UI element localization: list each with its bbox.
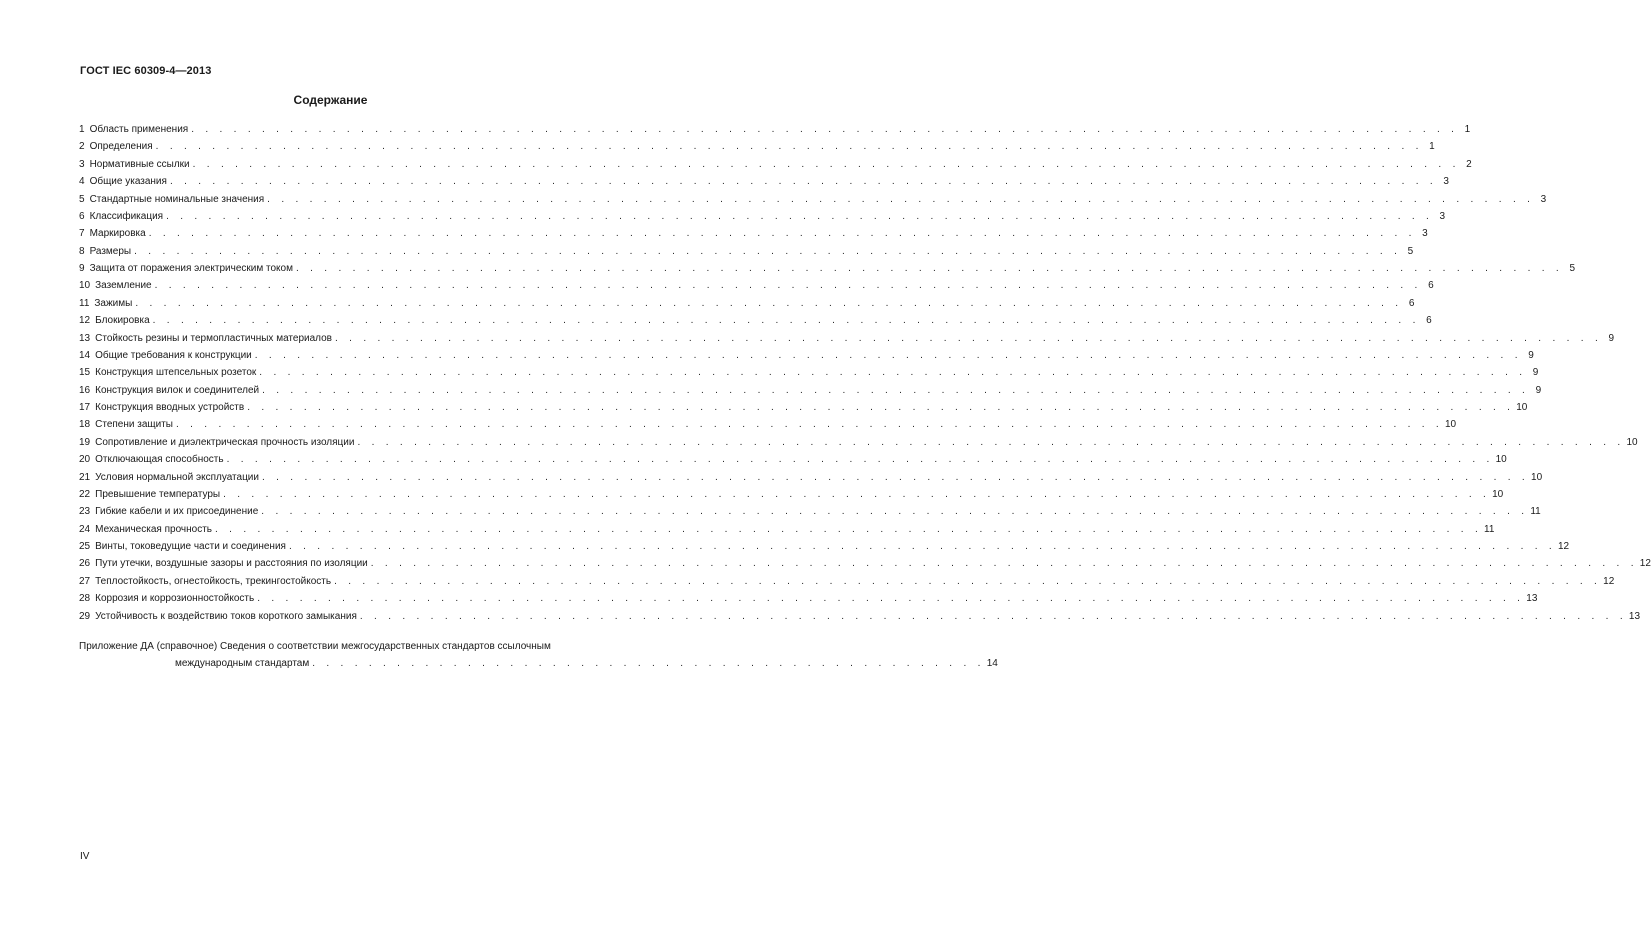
toc-entry[interactable] [79, 156, 1472, 173]
toc-entry-page: 3 [1443, 176, 1449, 188]
toc-leader-dots: . . . . . . . . . . . . . . . . . . . . . . . . . . . . . . . . . . . . . . . . . . . . . . . . . . . . . . . . . . . . . . . . . . . . . . . . . . . . . . . . . . . . . . . . . . [152, 315, 1420, 327]
toc-leader-dots: . . . . . . . . . . . . . . . . . . . . . . . . . . . . . . . . . . . . . . . . . . . . . . . . . . . . . . . . . . . . . . . . . . . . . . . . . . . . . . . . . . . . . . . . . . [215, 523, 1483, 535]
toc-entry-title: Устойчивость к воздействию токов короткого замыкания [95, 610, 357, 622]
toc-entry[interactable] [79, 121, 1471, 138]
toc-entry[interactable] [79, 277, 1434, 294]
toc-leader-dots: . . . . . . . . . . . . . . . . . . . . . . . . . . . . . . . . . . . . . . . . . . . . . . . . . . . . . . . . . . . . . . . . . . . . . . . . . . . . . . . . . . . . . . . . . . [335, 332, 1603, 344]
toc-leader-dots: . . . . . . . . . . . . . . . . . . . . . . . . . . . . . . . . . . . . . . . . . . . . . . . . . . . . . . . . . . . . . . . . . . . . . . . . . . . . . . . . . . . . . . . . . . [254, 349, 1522, 361]
toc-annex-entry[interactable] [79, 638, 998, 672]
toc-entry-page: 13 [1628, 610, 1641, 622]
toc-entry[interactable] [79, 434, 1638, 451]
document-header: ГОСТ IEC 60309-4—2013 [80, 65, 212, 77]
toc-entry-title: Отключающая способность [95, 454, 224, 466]
toc-entry-number: 3 [79, 158, 85, 170]
toc-entry-title: Зажимы [94, 297, 133, 309]
toc-leader-dots: . . . . . . . . . . . . . . . . . . . . . . . . . . . . . . . . . . . . . . . . . . . . . . . . . . . . . . . . . . . . . . . . . . . . . . . . . . . . . . . . . . . . . . . . . . [191, 124, 1459, 135]
toc-entry[interactable] [79, 521, 1495, 538]
table-of-contents [79, 121, 1651, 625]
toc-entry-page: 12 [1603, 575, 1615, 587]
toc-entry[interactable] [79, 260, 1576, 277]
page-number: IV [80, 851, 90, 862]
annex-page-number: 14 [986, 658, 998, 669]
toc-entry-title: Общие требования к конструкции [95, 349, 252, 361]
toc-leader-dots: . . . . . . . . . . . . . . . . . . . . . . . . . . . . . . . . . . . . . . . . . . . . . . . . . . . . . . . . . . . . . . . . . . . . . . . . . . . . . . . . . . . . . . . . . . [226, 454, 1494, 466]
toc-leader-dots: . . . . . . . . . . . . . . . . . . . . . . . . . . . . . . . . . . . . . . . . . . . . . . . . . . . . . . . . . . . . . . . . . . . . . . . . . . . . . . . . . . . . . . . . . . [259, 367, 1527, 379]
toc-entry-number: 13 [79, 332, 91, 344]
toc-leader-dots: . . . . . . . . . . . . . . . . . . . . . . . . . . . . . . . . . . . . . . . . . . . . . . . . . . . . . . . . . . . . . . . . . . . . . . . . . . . . . . . . . . . . . . . . . . [175, 419, 1443, 431]
toc-entry-number: 15 [79, 367, 91, 379]
toc-entry-title: Сопротивление и диэлектрическая прочность изоляции [95, 436, 355, 448]
toc-entry-page: 6 [1408, 297, 1415, 309]
toc-entry-title: Конструкция штепсельных розеток [95, 367, 257, 379]
toc-entry-title: Область применения [89, 124, 189, 135]
toc-entry-page: 5 [1407, 245, 1414, 257]
toc-entry-number: 27 [79, 575, 91, 587]
toc-entry-page: 10 [1531, 471, 1543, 483]
toc-leader-dots: . . . . . . . . . . . . . . . . . . . . . . . . . . . . . . . . . . . . . . . . . . . . . . . . . . . . . . . . . . . . . . . . . . . . . . . . . . . . . . . . . . . . . . . . . . [154, 280, 1422, 292]
toc-title: Содержание [293, 93, 368, 107]
toc-leader-dots: . . . . . . . . . . . . . . . . . . . . . . . . . . . . . . . . . . . . . . . . . . . . . . . . . . . . . . . . . . . . . . . . . . . . . . . . . . . . . . . . . . . . . . . . . . [155, 141, 1423, 153]
toc-entry-number: 18 [79, 419, 91, 431]
toc-entry[interactable] [79, 486, 1504, 503]
annex-title-line2: международным стандартам [175, 658, 310, 669]
toc-entry-title: Классификация [89, 210, 164, 222]
toc-leader-dots: . . . . . . . . . . . . . . . . . . . . . . . . . . . . . . . . . . . . . . . . . . . . . . . . . . . . . . . . . . . . . . . . . . . . . . . . . . . . . . . . . . . . . . . . . . [370, 558, 1638, 570]
toc-leader-dots: . . . . . . . . . . . . . . . . . . . . . . . . . . . . . . . . . . . . . . . . . . . . . . . . . . . . . . . . . . . . . . . . . . . . . . . . . . . . . . . . . . . . . . . . . . [148, 228, 1416, 240]
toc-leader-dots: . . . . . . . . . . . . . . . . . . . . . . . . . . . . . . . . . . . . . . . . . . . . . . . . . . . . . . . . . . . . . . . . . . . . . . . . . . . . . . . . . . . . . . . . . . [261, 506, 1529, 518]
toc-leader-dots: . . . . . . . . . . . . . . . . . . . . . . . . . . . . . . . . . . . . . . . . . . . . . . . . . . . . . . . . . . . . . . . . . . . . . . . . . . . . . . . . . . . . . . . . . . [223, 488, 1491, 500]
toc-entry[interactable] [79, 138, 1435, 155]
toc-entry-page: 3 [1439, 210, 1446, 222]
toc-entry-number: 28 [79, 593, 91, 605]
toc-leader-dots: . . . . . . . . . . . . . . . . . . . . . . . . . . . . . . . . . . . . . . . . . . . . . . . . . . . . . . . . . . . . . . . . . . . . . . . . . . . . . . . . . . . . . . . . . . [295, 263, 1564, 274]
toc-entry-title: Определения [89, 141, 153, 153]
toc-entry-page: 5 [1569, 263, 1576, 274]
toc-entry-title: Степени защиты [95, 419, 173, 431]
toc-leader-dots: . . . . . . . . . . . . . . . . . . . . . . . . . . . . . . . . . . . . . . . . . . . . . . . . . . . . . . . . . . . . . . . . . . . . . . . . . . . . . . . . . . . . . . . . . . [134, 245, 1402, 257]
toc-entry-page: 10 [1492, 488, 1504, 500]
toc-entry-number: 7 [79, 228, 85, 240]
toc-entry-page: 9 [1532, 367, 1539, 379]
toc-entry[interactable] [79, 573, 1615, 590]
toc-leader-dots: . . . . . . . . . . . . . . . . . . . . . . . . . . . . . . . . . . . . . . . . . . . . . . . . . . . . . . . . . . . . . . . . . . . . . . . . . . . . . . . . . . . . . . . . . . [261, 471, 1530, 483]
toc-entry-page: 9 [1528, 349, 1534, 361]
toc-entry-number: 23 [79, 506, 91, 518]
toc-entry[interactable] [79, 608, 1641, 625]
toc-entry-number: 20 [79, 454, 91, 466]
toc-entry-number: 26 [79, 558, 91, 570]
toc-entry-title: Винты, токоведущие части и соединения [95, 541, 286, 552]
toc-leader-dots: . . . . . . . . . . . . . . . . . . . . . . . . . . . . . . . . . . . . . . . . . . . . . . . . . . . . . . . . . . . . . . . . . . . . . . . . . . . . . . . . . . . . . . . . . . [192, 158, 1460, 170]
toc-entry-title: Превышение температуры [95, 488, 221, 500]
toc-leader-dots: . . . . . . . . . . . . . . . . . . . . . . . . . . . . . . . . . . . . . . . . . . . . . . . . . . . . . . . . . . . . . . . . . . . . . . . . . . . . . . . . . . . . . . . . . . [267, 193, 1535, 205]
toc-entry-page: 6 [1426, 315, 1432, 327]
toc-entry[interactable] [79, 312, 1432, 329]
toc-entry[interactable] [79, 191, 1547, 208]
toc-entry-title: Стандартные номинальные значения [89, 193, 265, 205]
toc-entry-page: 10 [1445, 419, 1457, 431]
toc-entry[interactable] [79, 538, 1570, 555]
toc-entry-number: 11 [79, 297, 90, 309]
toc-entry-number: 12 [79, 315, 91, 327]
toc-entry[interactable] [79, 555, 1651, 572]
toc-entry-page: 11 [1530, 506, 1541, 518]
toc-entry-page: 2 [1466, 158, 1472, 170]
toc-entry[interactable] [79, 330, 1615, 347]
toc-entry-title: Пути утечки, воздушные зазоры и расстояния по изоляции [95, 558, 368, 570]
toc-entry-number: 17 [79, 402, 91, 413]
toc-entry-title: Защита от поражения электрическим током [89, 263, 293, 274]
toc-entry-title: Блокировка [95, 315, 150, 327]
toc-entry-title: Конструкция вилок и соединителей [95, 384, 260, 396]
toc-entry-title: Стойкость резины и термопластичных материалов [95, 332, 332, 344]
toc-entry-number: 24 [79, 523, 91, 535]
toc-leader-dots: . . . . . . . . . . . . . . . . . . . . . . . . . . . . . . . . . . . . . . . . . . . . . . . . . . . . . . . . . . . . . . . . . . . . . . . . . . . . . . . . . . . . . . . . . . [166, 210, 1434, 222]
toc-entry-number: 25 [79, 541, 91, 552]
toc-entry-page: 12 [1639, 558, 1651, 570]
toc-entry-page: 13 [1526, 593, 1538, 605]
toc-leader-dots: . . . . . . . . . . . . . . . . . . . . . . . . . . . . . . . . . . . . . . . . . . . . . . . . . . . . . . . . . . . . . . . . . . . . . . . . . . . . . . . . . . . . . . . . . . [135, 297, 1403, 309]
toc-entry[interactable] [79, 503, 1541, 520]
toc-entry-title: Коррозия и коррозионностойкость [95, 593, 255, 605]
toc-entry-number: 19 [79, 436, 91, 448]
toc-entry-page: 3 [1540, 193, 1547, 205]
toc-entry-page: 1 [1464, 124, 1471, 135]
toc-entry-number: 21 [79, 471, 91, 483]
toc-leader-dots: . . . . . . . . . . . . . . . . . . . . . . . . . . . . . . . . . . . . . . . . . . . . . . . . . . . . . . . . . . . . . . . . . . . . . . . . . . . . . . . . . . . . . . . . . . [359, 610, 1627, 622]
toc-entry[interactable] [79, 451, 1507, 468]
toc-entry-number: 16 [79, 384, 91, 396]
toc-entry-page: 6 [1428, 280, 1434, 292]
toc-entry-page: 9 [1535, 384, 1542, 396]
toc-leader-dots: . . . . . . . . . . . . . . . . . . . . . . . . . . . . . . . . . . . . . . . . . . . . . . . . . . . . . . . . . . . . . . . . . . . . . . . . . . . . . . . . . . . . . . . . . . [288, 541, 1556, 552]
toc-entry[interactable] [79, 347, 1534, 364]
toc-entry-number: 1 [79, 124, 85, 135]
toc-entry-title: Размеры [89, 245, 132, 257]
toc-entry[interactable] [79, 225, 1428, 242]
toc-entry-title: Маркировка [89, 228, 146, 240]
toc-entry-number: 29 [79, 610, 91, 622]
toc-leader-dots: . . . . . . . . . . . . . . . . . . . . . . . . . . . . . . . . . . . . . . . . . . . . . . . . [312, 658, 985, 669]
toc-entry[interactable] [79, 416, 1457, 433]
toc-entry-page: 3 [1422, 228, 1428, 240]
toc-leader-dots: . . . . . . . . . . . . . . . . . . . . . . . . . . . . . . . . . . . . . . . . . . . . . . . . . . . . . . . . . . . . . . . . . . . . . . . . . . . . . . . . . . . . . . . . . . [257, 593, 1525, 605]
toc-entry-page: 10 [1516, 402, 1528, 413]
toc-entry-title: Конструкция вводных устройств [95, 402, 245, 413]
toc-leader-dots: . . . . . . . . . . . . . . . . . . . . . . . . . . . . . . . . . . . . . . . . . . . . . . . . . . . . . . . . . . . . . . . . . . . . . . . . . . . . . . . . . . . . . . . . . . [169, 176, 1437, 188]
toc-entry-title: Общие указания [89, 176, 167, 188]
toc-entry[interactable] [79, 364, 1539, 381]
toc-entry[interactable] [79, 243, 1414, 260]
toc-entry-number: 10 [79, 280, 91, 292]
toc-entry[interactable] [79, 590, 1538, 607]
toc-entry-page: 11 [1484, 523, 1495, 535]
toc-entry-number: 2 [79, 141, 85, 153]
toc-entry[interactable] [79, 208, 1446, 225]
toc-entry[interactable] [79, 399, 1528, 416]
toc-entry-number: 6 [79, 210, 85, 222]
toc-entry-title: Нормативные ссылки [89, 158, 190, 170]
toc-leader-dots: . . . . . . . . . . . . . . . . . . . . . . . . . . . . . . . . . . . . . . . . . . . . . . . . . . . . . . . . . . . . . . . . . . . . . . . . . . . . . . . . . . . . . . . . . . [262, 384, 1530, 396]
toc-entry[interactable] [79, 295, 1415, 312]
toc-entry-page: 12 [1558, 541, 1570, 552]
toc-entry-number: 4 [79, 176, 85, 188]
toc-entry[interactable] [79, 469, 1543, 486]
toc-leader-dots: . . . . . . . . . . . . . . . . . . . . . . . . . . . . . . . . . . . . . . . . . . . . . . . . . . . . . . . . . . . . . . . . . . . . . . . . . . . . . . . . . . . . . . . . . . [357, 436, 1625, 448]
toc-leader-dots: . . . . . . . . . . . . . . . . . . . . . . . . . . . . . . . . . . . . . . . . . . . . . . . . . . . . . . . . . . . . . . . . . . . . . . . . . . . . . . . . . . . . . . . . . . [334, 575, 1602, 587]
toc-entry[interactable] [79, 382, 1542, 399]
toc-entry-page: 10 [1495, 454, 1507, 466]
toc-entry-number: 8 [79, 245, 85, 257]
toc-entry-page: 10 [1626, 436, 1638, 448]
toc-entry-number: 22 [79, 488, 91, 500]
toc-entry-title: Теплостойкость, огнестойкость, трекингостойкость [95, 575, 332, 587]
toc-entry-page: 1 [1429, 141, 1435, 153]
toc-entry-number: 9 [79, 263, 85, 274]
toc-entry-title: Гибкие кабели и их присоединение [95, 506, 259, 518]
toc-entry[interactable] [79, 173, 1449, 190]
toc-entry-title: Условия нормальной эксплуатации [95, 471, 259, 483]
toc-entry-title: Заземление [95, 280, 152, 292]
toc-leader-dots: . . . . . . . . . . . . . . . . . . . . . . . . . . . . . . . . . . . . . . . . . . . . . . . . . . . . . . . . . . . . . . . . . . . . . . . . . . . . . . . . . . . . . . . . . . [247, 402, 1515, 413]
toc-entry-page: 9 [1608, 332, 1615, 344]
annex-title-line1: Приложение ДА (справочное) Сведения о соответствии межгосударственных стандартов ссылочным [79, 641, 551, 652]
toc-entry-title: Механическая прочность [95, 523, 212, 535]
toc-entry-number: 14 [79, 349, 91, 361]
toc-entry-number: 5 [79, 193, 85, 205]
